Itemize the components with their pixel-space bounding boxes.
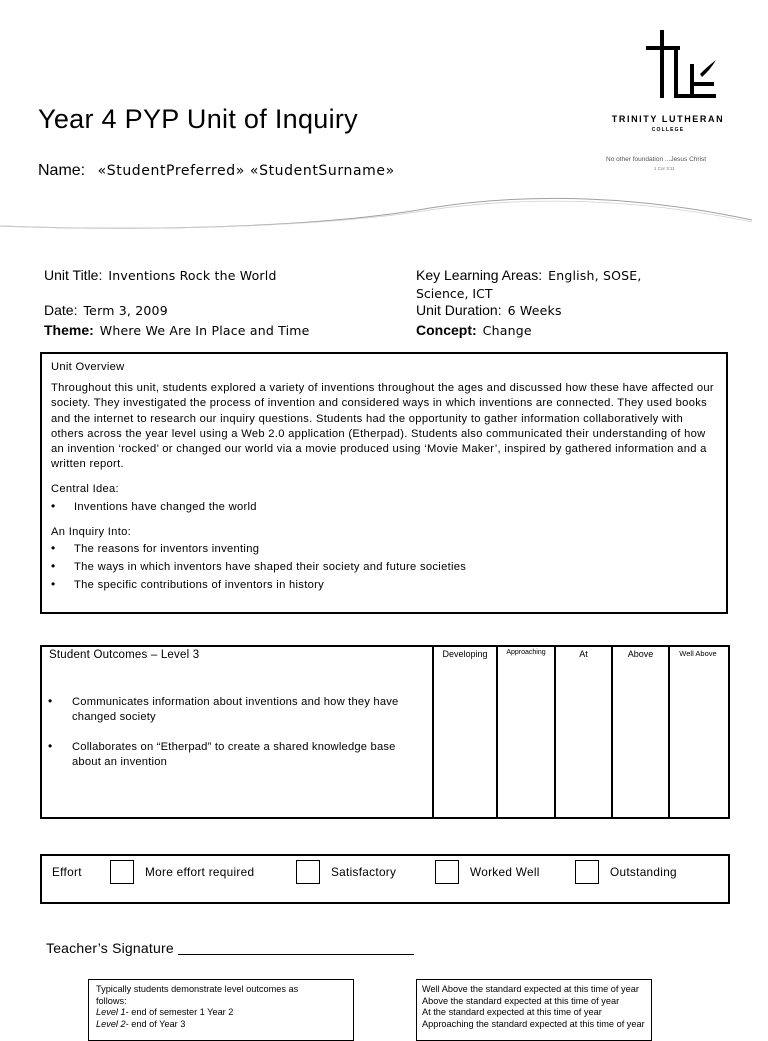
central-idea-list: [51, 500, 718, 515]
kla-value: English, SOSE,: [548, 268, 642, 283]
outcomes-title: Student Outcomes – Level 3: [49, 649, 200, 661]
column-divider: [668, 647, 670, 817]
effort-checkbox-more-effort[interactable]: [110, 860, 134, 884]
effort-checkbox-worked-well[interactable]: [435, 860, 459, 884]
effort-checkbox-satisfactory[interactable]: [296, 860, 320, 884]
column-divider: [554, 647, 556, 817]
overview-heading: Unit Overview: [51, 361, 125, 373]
effort-rating-row: [40, 854, 730, 904]
inquiry-list: [51, 542, 718, 594]
date-value: Term 3, 2009: [83, 303, 168, 318]
college-name: TRINITY LUTHERAN: [611, 114, 725, 124]
unit-overview-box: [40, 352, 728, 614]
legend-term: Above: [422, 995, 449, 1006]
duration-row: [416, 302, 562, 318]
kla-row: [416, 267, 642, 283]
column-header-approaching: Approaching: [506, 649, 546, 656]
legend-text: the standard expected at this time of year: [467, 984, 639, 994]
column-divider: [611, 647, 613, 817]
legend-text: the standard expected at this time of year: [473, 1018, 645, 1029]
effort-option-worked-well: Worked Well: [470, 865, 540, 879]
effort-option-more-effort: More effort required: [145, 865, 255, 879]
motto-reference: 1 Cor 3:11: [654, 166, 675, 171]
duration-label: Unit Duration:: [416, 302, 502, 318]
student-name-line: [38, 162, 395, 180]
level-label: Level 2: [96, 1018, 126, 1029]
date-label: Date:: [44, 302, 78, 318]
level-label: Level 1: [96, 1007, 126, 1017]
college-logo: [606, 30, 762, 180]
unit-title-label: Unit Title:: [44, 267, 103, 283]
decorative-wave: [0, 186, 768, 236]
legend-term: At: [422, 1007, 431, 1017]
effort-checkbox-outstanding[interactable]: [575, 860, 599, 884]
outcomes-list: [48, 695, 418, 785]
date-row: [44, 302, 168, 318]
concept-row: [416, 322, 532, 338]
legend-text: the standard expected at this time of year: [448, 995, 620, 1006]
student-outcomes-table: [40, 645, 730, 819]
column-header-above: Above: [627, 649, 654, 659]
college-subtitle: COLLEGE: [651, 127, 685, 133]
legend-row: [422, 1019, 645, 1031]
effort-label: Effort: [52, 865, 82, 879]
effort-option-satisfactory: Satisfactory: [331, 865, 397, 879]
theme-row: [44, 322, 310, 338]
list-item: • The reasons for inventors inventing: [51, 542, 718, 557]
kla-label: Key Learning Areas:: [416, 267, 543, 283]
duration-value: 6 Weeks: [507, 303, 562, 318]
legend-row: [422, 996, 645, 1008]
level-outcomes-note: [88, 979, 354, 1041]
note-line: [96, 1007, 298, 1019]
note-line: [96, 1019, 298, 1031]
list-item: • Communicates information about inventions and how they have changed society: [48, 695, 418, 725]
signature-line[interactable]: [178, 954, 414, 955]
unit-title-value: Inventions Rock the World: [108, 268, 277, 283]
name-label: Name:: [38, 162, 86, 179]
list-item: • The specific contributions of inventors in history: [51, 578, 718, 593]
note-line: Typically students demonstrate level outcomes as: [96, 984, 299, 994]
list-item: • The ways in which inventors have shaped their society and future societies: [51, 560, 718, 575]
legend-text: the standard expected at this time of year: [430, 1007, 602, 1017]
concept-label: Concept:: [416, 322, 477, 338]
kla-value-continued: Science, ICT: [416, 286, 493, 301]
column-divider: [432, 647, 434, 817]
central-idea-label: Central Idea:: [51, 483, 119, 496]
level-text: - end of semester 1 Year 2: [125, 1007, 234, 1017]
cross-logo-icon: [646, 30, 718, 112]
legend-term: Approaching: [422, 1018, 474, 1029]
list-item: • Inventions have changed the world: [51, 500, 718, 515]
column-header-developing: Developing: [442, 649, 488, 659]
college-motto: No other foundation ...Jesus Christ: [606, 156, 707, 163]
theme-value: Where We Are In Place and Time: [99, 323, 310, 338]
note-line: follows:: [96, 995, 127, 1006]
unit-title-row: [44, 267, 277, 283]
concept-value: Change: [482, 323, 532, 338]
theme-label: Theme:: [44, 322, 94, 338]
effort-option-outstanding: Outstanding: [610, 865, 677, 879]
column-divider: [496, 647, 498, 817]
column-header-well-above: Well Above: [679, 649, 717, 658]
legend-term: Well Above: [422, 984, 468, 994]
legend-row: [422, 1007, 645, 1019]
rating-legend: [416, 979, 652, 1041]
name-merge-fields: «StudentPreferred» «StudentSurname»: [97, 163, 395, 179]
inquiry-label: An Inquiry Into:: [51, 525, 132, 538]
overview-paragraph: Throughout this unit, students explored a variety of inventions throughout the ages and discussed how these have affected our society. They investigated the process of invention and considered ways in which inventions are connected. They used books and the internet to research our inquiry questions. Students had the opportunity to gather information collaboratively with others across the year level using a Web 2.0 application (Etherpad). Students also communicated their understanding of how an invention ‘rocked’ or changed our world via a movie produced using ‘Movie Maker’, inspired by gathered information and a written report.: [51, 382, 714, 471]
teacher-signature-row: [46, 940, 414, 956]
list-item: • Collaborates on “Etherpad” to create a shared knowledge base about an invention: [48, 740, 418, 770]
signature-label: Teacher’s Signature: [46, 940, 174, 956]
level-text: - end of Year 3: [125, 1018, 186, 1029]
legend-row: [422, 984, 645, 996]
document-title: Year 4 PYP Unit of Inquiry: [38, 104, 358, 134]
column-header-at: At: [579, 649, 588, 659]
